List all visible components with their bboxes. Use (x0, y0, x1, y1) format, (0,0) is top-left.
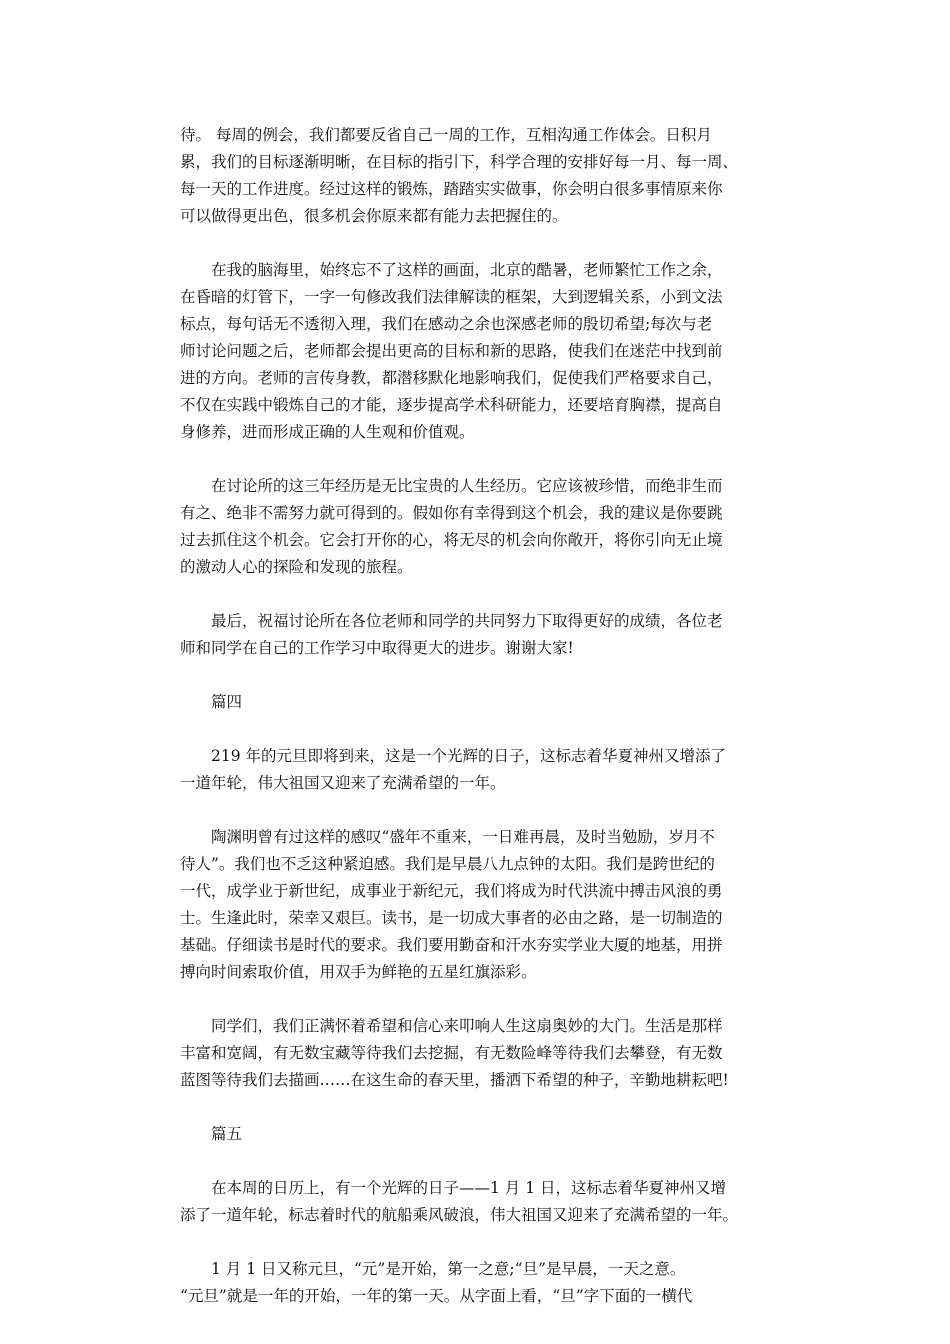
text-line: 篇五 (180, 1125, 243, 1143)
paragraph (180, 473, 782, 581)
text-line: 进的方向。老师的言传身教，都潜移默化地影响我们，促使我们严格要求自己， (180, 369, 723, 387)
text-line: 身修养，进而形成正确的人生观和价值观。 (180, 423, 475, 441)
text-line: 在讨论所的这三年经历是无比宝贵的人生经历。它应该被珍惜，而绝非生而 (180, 477, 723, 495)
text-line: 同学们，我们正满怀着希望和信心来叩响人生这扇奥妙的大门。生活是那样 (180, 1017, 723, 1035)
paragraph (180, 1175, 782, 1229)
text-line: 过去抓住这个机会。它会打开你的心，将无尽的机会向你敞开，将你引向无止境 (180, 531, 723, 549)
text-line: 在我的脑海里，始终忘不了这样的画面，北京的酷暑，老师繁忙工作之余， (180, 261, 723, 279)
text-line: 待。 每周的例会，我们都要反省自己一周的工作，互相沟通工作体会。日积月 (180, 126, 712, 144)
text-line: 标点，每句话无不透彻入理，我们在感动之余也深感老师的殷切希望;每次与老 (180, 315, 713, 333)
text-line: “元旦”就是一年的开始，一年的第一天。从字面上看，“旦”字下面的一横代 (180, 1287, 693, 1305)
text-line: 219 年的元旦即将到来，这是一个光辉的日子，这标志着华夏神州又增添了 (180, 747, 727, 765)
text-line: 在昏暗的灯管下，一字一句修改我们法律解读的框架，大到逻辑关系，小到文法 (180, 288, 723, 306)
paragraph (180, 1256, 782, 1310)
text-line: 基础。仔细读书是时代的要求。我们要用勤奋和汗水夯实学业大厦的地基，用拼 (180, 936, 723, 954)
text-line: 篇四 (180, 693, 243, 711)
paragraph (180, 257, 782, 446)
text-line: 有之、绝非不需努力就可得到的。假如你有幸得到这个机会，我的建议是你要跳 (180, 504, 723, 522)
text-line: 添了一道年轮，标志着时代的航船乘风破浪，伟大祖国又迎来了充满希望的一年。 (180, 1206, 739, 1224)
text-line: 师和同学在自己的工作学习中取得更大的进步。谢谢大家! (180, 639, 574, 657)
text-line: 每一天的工作进度。经过这样的锻炼，踏踏实实做事，你会明白很多事情原来你 (180, 180, 723, 198)
text-line: 不仅在实践中锻炼自己的才能，逐步提高学术科研能力，还要培育胸襟，提高自 (180, 396, 723, 414)
text-line: 1 月 1 日又称元旦，“元”是开始，第一之意;“旦”是早晨，一天之意。 (180, 1260, 686, 1278)
section-heading (180, 1121, 782, 1148)
text-line: 可以做得更出色，很多机会你原来都有能力去把握住的。 (180, 207, 568, 225)
paragraph (180, 743, 782, 797)
document-body (180, 122, 782, 1337)
paragraph (180, 122, 782, 230)
text-line: 待人”。我们也不乏这种紧迫感。我们是早晨八九点钟的太阳。我们是跨世纪的 (180, 855, 715, 873)
text-line: 士。生逢此时，荣幸又艰巨。读书，是一切成大事者的必由之路，是一切制造的 (180, 909, 723, 927)
text-line: 搏向时间索取价值，用双手为鲜艳的五星红旗添彩。 (180, 963, 537, 981)
text-line: 师讨论问题之后，老师都会提出更高的目标和新的思路，使我们在迷茫中找到前 (180, 342, 723, 360)
text-line: 一代，成学业于新世纪，成事业于新纪元，我们将成为时代洪流中搏击风浪的勇 (180, 882, 723, 900)
paragraph (180, 824, 782, 986)
text-line: 丰富和宽阔，有无数宝藏等待我们去挖掘，有无数险峰等待我们去攀登，有无数 (180, 1044, 723, 1062)
text-line: 一道年轮，伟大祖国又迎来了充满希望的一年。 (180, 774, 506, 792)
text-line: 陶渊明曾有过这样的感叹“盛年不重来，一日难再晨，及时当勉励，岁月不 (180, 828, 715, 846)
paragraph (180, 608, 782, 662)
text-line: 蓝图等待我们去描画……在这生命的春天里，播洒下希望的种子，辛勤地耕耘吧! (180, 1071, 729, 1089)
text-line: 的激动人心的探险和发现的旅程。 (180, 558, 413, 576)
paragraph (180, 1013, 782, 1094)
text-line: 在本周的日历上，有一个光辉的日子——1 月 1 日，这标志着华夏神州又增 (180, 1179, 727, 1197)
section-heading (180, 689, 782, 716)
text-line: 累，我们的目标逐渐明晰，在目标的指引下，科学合理的安排好每一月、每一周、 (180, 153, 739, 171)
text-line: 最后，祝福讨论所在各位老师和同学的共同努力下取得更好的成绩，各位老 (180, 612, 723, 630)
